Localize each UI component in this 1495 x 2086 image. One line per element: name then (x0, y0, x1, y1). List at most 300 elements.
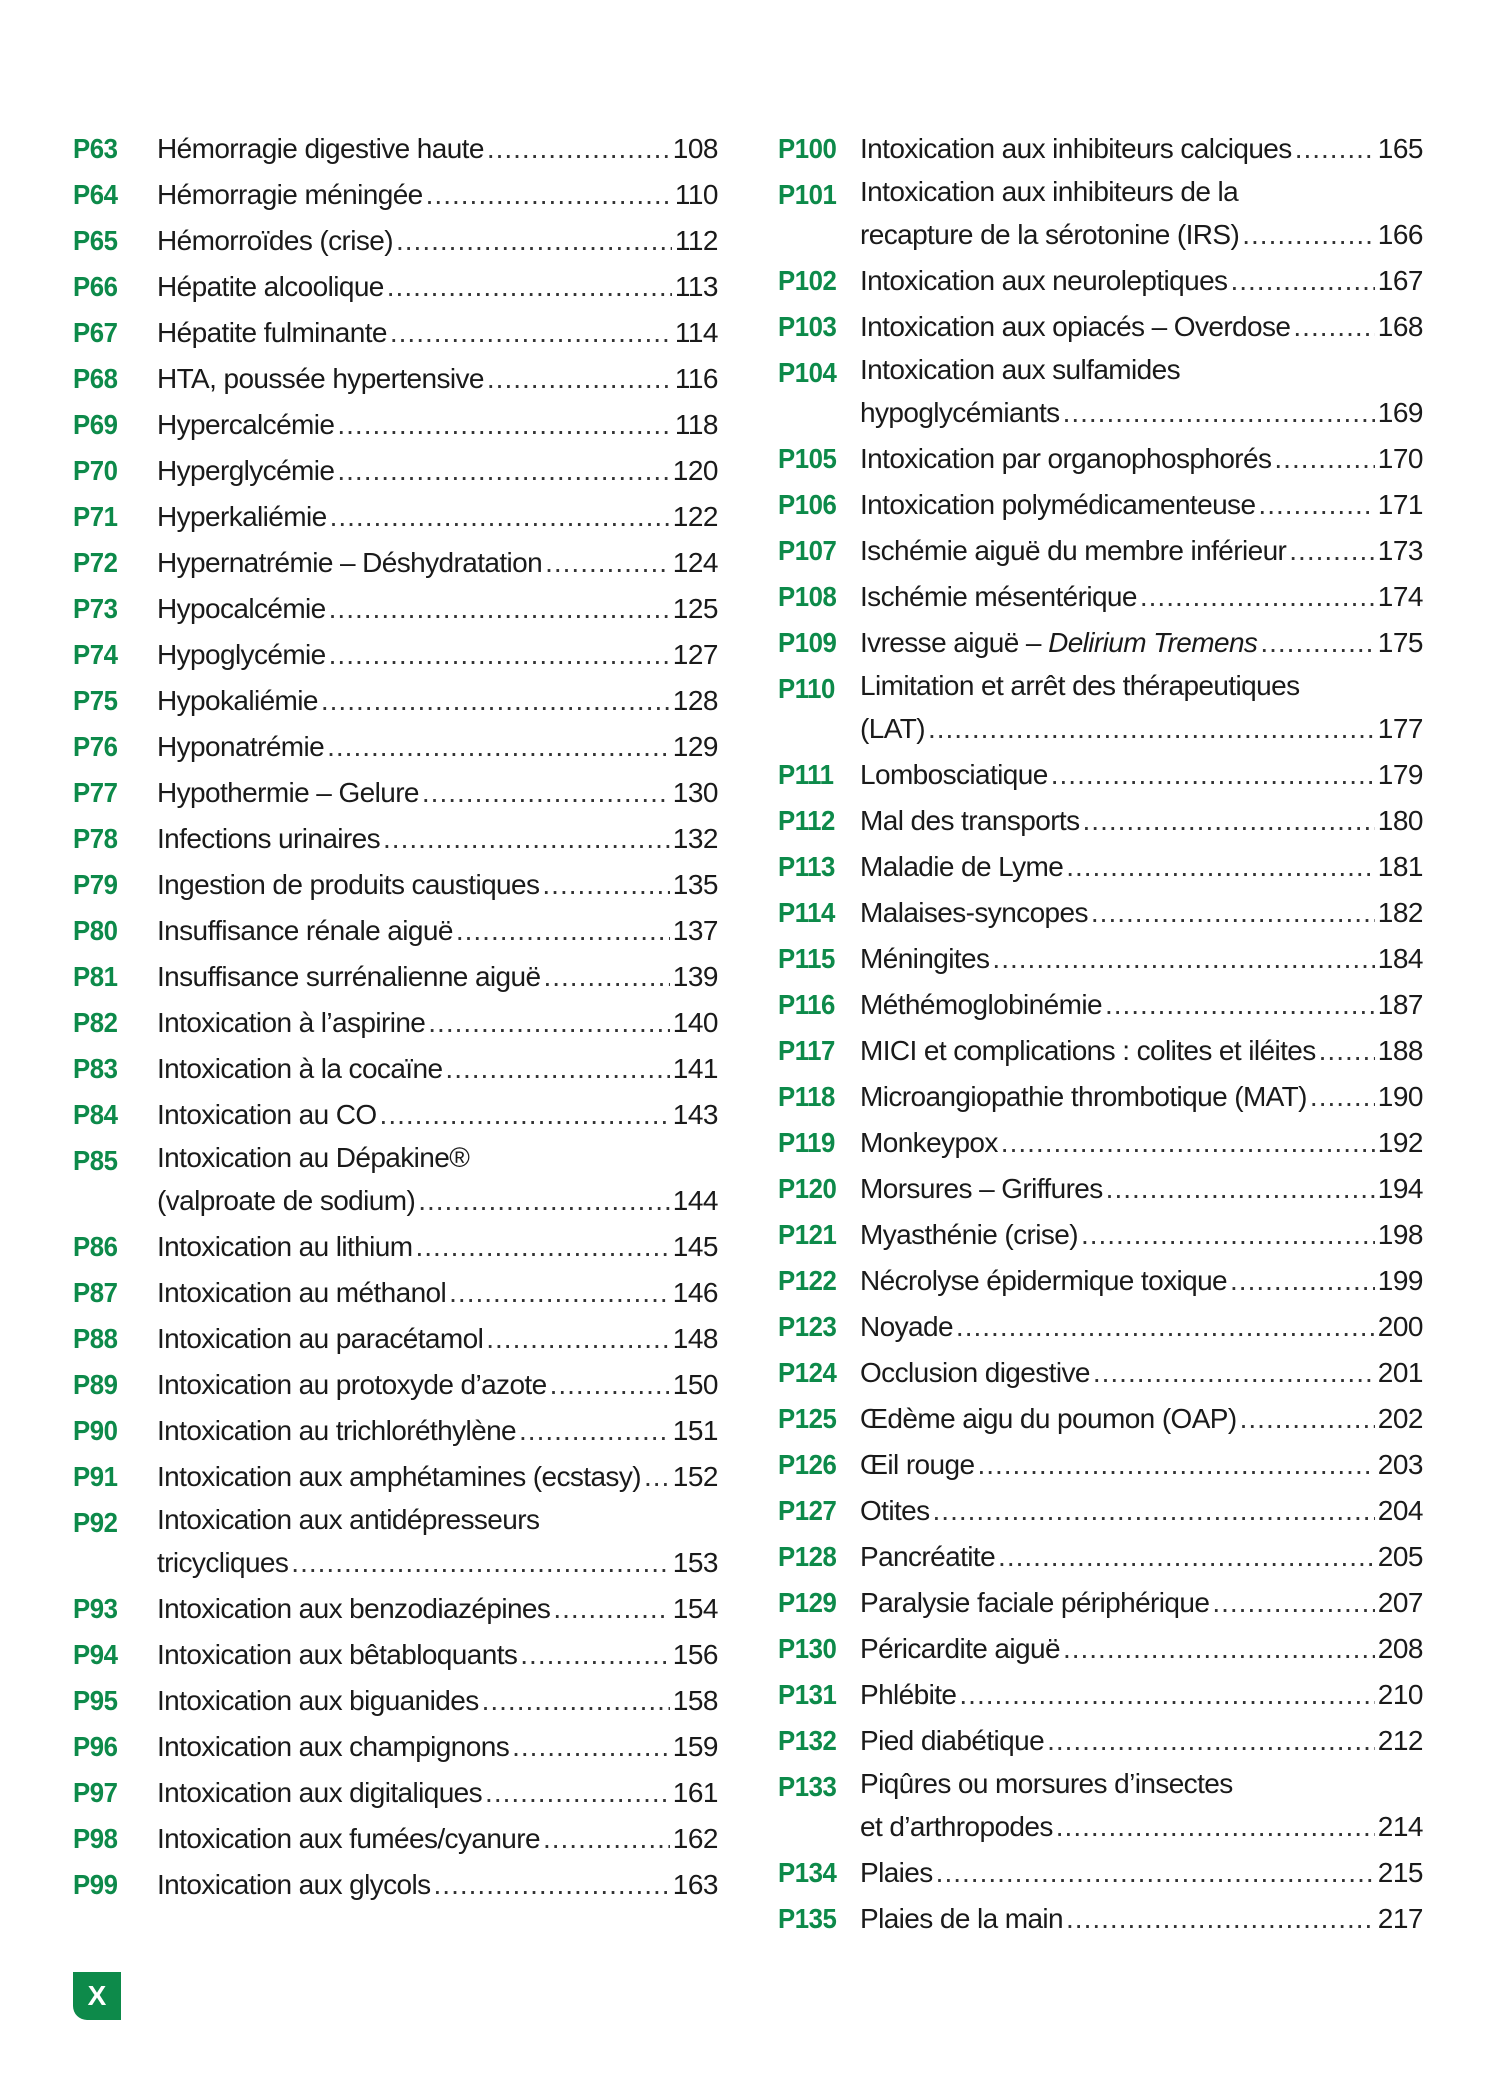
dot-leader (1056, 1804, 1375, 1850)
toc-entry[interactable] (73, 1816, 718, 1862)
entry-code: P101 (778, 179, 837, 210)
toc-entry[interactable] (73, 1632, 718, 1678)
toc-entry[interactable] (778, 1718, 1423, 1764)
toc-entry[interactable] (73, 1000, 718, 1046)
toc-entry[interactable] (778, 528, 1423, 574)
entry-page-number: 201 (1377, 1357, 1423, 1388)
dot-leader (487, 126, 670, 172)
dot-leader (449, 1270, 670, 1316)
toc-entry[interactable] (73, 448, 718, 494)
entry-page-number: 140 (672, 1007, 718, 1038)
entry-title: Hypercalcémie (157, 409, 335, 440)
entry-body (860, 1896, 1423, 1942)
entry-page-number: 198 (1377, 1219, 1423, 1250)
toc-entry[interactable] (73, 1408, 718, 1454)
toc-entry[interactable] (778, 666, 1423, 752)
entry-title: Infections urinaires (157, 823, 381, 854)
toc-entry[interactable] (73, 494, 718, 540)
toc-entry[interactable] (778, 1534, 1423, 1580)
entry-code: P117 (778, 1035, 835, 1066)
entry-code: P124 (778, 1357, 837, 1388)
toc-entry[interactable] (778, 982, 1423, 1028)
entry-title: Intoxication au paracétamol (157, 1323, 484, 1354)
entry-body (157, 1362, 718, 1408)
entry-body (157, 908, 718, 954)
entry-code: P89 (73, 1369, 118, 1400)
entry-title: Morsures – Griffures (860, 1173, 1103, 1204)
entry-title: hypoglycémiants (860, 397, 1060, 428)
entry-code: P77 (73, 777, 118, 808)
entry-title: Intoxication aux neuroleptiques (860, 265, 1228, 296)
entry-page-number: 116 (674, 363, 718, 394)
toc-entry[interactable] (73, 1724, 718, 1770)
entry-page-number: 129 (672, 731, 718, 762)
entry-title: Insuffisance surrénalienne aiguë (157, 961, 541, 992)
entry-code: P91 (73, 1461, 118, 1492)
entry-page-number: 148 (672, 1323, 718, 1354)
entry-body (157, 1500, 718, 1586)
entry-code: P116 (778, 989, 835, 1020)
entry-page-number: 181 (1377, 851, 1423, 882)
entry-body (860, 1488, 1423, 1534)
entry-body (860, 1120, 1423, 1166)
dot-leader (1047, 1718, 1375, 1764)
toc-entry[interactable] (778, 1166, 1423, 1212)
dot-leader (456, 908, 670, 954)
page-folio: X (73, 1972, 121, 2020)
dot-leader (1083, 798, 1375, 844)
toc-entry[interactable] (73, 724, 718, 770)
entry-code: P118 (778, 1081, 835, 1112)
entry-title: Œdème aigu du poumon (OAP) (860, 1403, 1237, 1434)
toc-entry[interactable] (778, 1258, 1423, 1304)
entry-body (860, 1212, 1423, 1258)
entry-body (157, 1724, 718, 1770)
entry-title: Ischémie aiguë du membre inférieur (860, 535, 1287, 566)
entry-page-number: 175 (1377, 627, 1423, 658)
dot-leader (1242, 212, 1375, 258)
entry-code: P115 (778, 943, 835, 974)
entry-code: P94 (73, 1639, 118, 1670)
toc-entry[interactable] (778, 1304, 1423, 1350)
entry-page-number: 127 (672, 639, 718, 670)
toc-right-column (778, 126, 1423, 1942)
entry-body (860, 844, 1423, 890)
entry-page-number: 179 (1377, 759, 1423, 790)
entry-body (860, 574, 1423, 620)
entry-body (860, 436, 1423, 482)
toc-entry[interactable] (73, 954, 718, 1000)
toc-entry[interactable] (73, 1454, 718, 1500)
entry-code: P63 (73, 133, 118, 164)
toc-entry[interactable] (778, 126, 1423, 172)
entry-title: Intoxication aux digitaliques (157, 1777, 483, 1808)
toc-entry[interactable] (778, 936, 1423, 982)
toc-entry[interactable] (73, 218, 718, 264)
dot-leader (644, 1454, 670, 1500)
entry-body (860, 1074, 1423, 1120)
entry-code: P129 (778, 1587, 837, 1618)
entry-body (860, 1534, 1423, 1580)
entry-page-number: 143 (672, 1099, 718, 1130)
dot-leader (291, 1540, 669, 1586)
entry-page-number: 156 (672, 1639, 718, 1670)
entry-code: P74 (73, 639, 118, 670)
dot-leader (1258, 482, 1374, 528)
dot-leader (977, 1442, 1374, 1488)
toc-entry[interactable] (778, 350, 1423, 436)
entry-code: P106 (778, 489, 837, 520)
entry-body (860, 890, 1423, 936)
entry-title: Intoxication au CO (157, 1099, 377, 1130)
toc-entry[interactable] (778, 1120, 1423, 1166)
entry-code: P93 (73, 1593, 118, 1624)
dot-leader (959, 1672, 1374, 1718)
dot-leader (543, 1816, 670, 1862)
dot-leader (1274, 436, 1374, 482)
entry-title: Intoxication aux opiacés – Overdose (860, 311, 1291, 342)
entry-page-number: 110 (674, 179, 718, 210)
entry-page-number: 139 (672, 961, 718, 992)
toc-entry[interactable] (778, 1396, 1423, 1442)
toc-entry[interactable] (778, 1028, 1423, 1074)
dot-leader (520, 1632, 670, 1678)
toc-entry[interactable] (778, 482, 1423, 528)
toc-entry[interactable] (778, 574, 1423, 620)
entry-body (860, 798, 1423, 844)
entry-code: P112 (778, 805, 835, 836)
entry-title: Myasthénie (crise) (860, 1219, 1078, 1250)
entry-page-number: 135 (672, 869, 718, 900)
entry-title: Intoxication aux biguanides (157, 1685, 479, 1716)
entry-code: P72 (73, 547, 118, 578)
toc-entry[interactable] (73, 1092, 718, 1138)
entry-code: P66 (73, 271, 118, 302)
entry-code: P92 (73, 1507, 118, 1538)
entry-page-number: 137 (672, 915, 718, 946)
toc-entry[interactable] (778, 1442, 1423, 1488)
dot-leader (1091, 890, 1375, 936)
toc-entry[interactable] (778, 890, 1423, 936)
dot-leader (1106, 1166, 1375, 1212)
entry-code: P83 (73, 1053, 118, 1084)
entry-title: Paralysie faciale périphérique (860, 1587, 1210, 1618)
entry-page-number: 174 (1377, 581, 1423, 612)
entry-page-number: 108 (672, 133, 718, 164)
entry-code: P99 (73, 1869, 118, 1900)
entry-body (860, 126, 1423, 172)
dot-leader (928, 706, 1375, 752)
entry-title: Méningites (860, 943, 990, 974)
entry-page-number: 144 (672, 1185, 718, 1216)
entry-title: Plaies (860, 1857, 933, 1888)
toc-entry[interactable] (778, 1896, 1423, 1942)
toc-entry[interactable] (73, 264, 718, 310)
toc-entry[interactable] (73, 1500, 718, 1586)
entry-body (157, 1586, 718, 1632)
entry-code: P113 (778, 851, 835, 882)
entry-body (860, 1626, 1423, 1672)
entry-title: Intoxication aux bêtabloquants (157, 1639, 518, 1670)
toc-entry[interactable] (73, 770, 718, 816)
entry-title: MICI et complications : colites et iléites (860, 1035, 1316, 1066)
entry-title: HTA, poussée hypertensive (157, 363, 484, 394)
entry-page-number: 205 (1377, 1541, 1423, 1572)
toc-entry[interactable] (778, 844, 1423, 890)
entry-page-number: 192 (1377, 1127, 1423, 1158)
dot-leader (330, 494, 670, 540)
toc-entry[interactable] (778, 1580, 1423, 1626)
entry-code: P84 (73, 1099, 118, 1130)
entry-body (157, 1632, 718, 1678)
entry-title: Hyperglycémie (157, 455, 335, 486)
toc-entry[interactable] (73, 1138, 718, 1224)
entry-body (157, 494, 718, 540)
toc-entry[interactable] (73, 632, 718, 678)
toc-entry[interactable] (778, 1626, 1423, 1672)
entry-page-number: 158 (672, 1685, 718, 1716)
toc-entry[interactable] (73, 1362, 718, 1408)
entry-code: P122 (778, 1265, 837, 1296)
entry-title: Hémorragie digestive haute (157, 133, 484, 164)
entry-page-number: 204 (1377, 1495, 1423, 1526)
entry-title: Otites (860, 1495, 930, 1526)
entry-code: P102 (778, 265, 837, 296)
entry-code: P73 (73, 593, 118, 624)
entry-title: Maladie de Lyme (860, 851, 1064, 882)
entry-code: P126 (778, 1449, 837, 1480)
dot-leader (327, 724, 670, 770)
toc-entry[interactable] (73, 1770, 718, 1816)
toc-entry[interactable] (73, 816, 718, 862)
dot-leader (485, 1770, 670, 1816)
entry-title: Hypoglycémie (157, 639, 326, 670)
dot-leader (486, 1316, 670, 1362)
entry-title: et d’arthropodes (860, 1811, 1053, 1842)
entry-title: Monkeypox (860, 1127, 998, 1158)
entry-code: P127 (778, 1495, 837, 1526)
entry-title: Ivresse aiguë – Delirium Tremens (860, 627, 1258, 658)
entry-title: Hypothermie – Gelure (157, 777, 419, 808)
toc-entry[interactable] (73, 172, 718, 218)
entry-page-number: 214 (1377, 1811, 1423, 1842)
entry-body (860, 350, 1423, 436)
entry-page-number: 122 (672, 501, 718, 532)
entry-page-number: 152 (672, 1461, 718, 1492)
dot-leader (1293, 304, 1374, 350)
entry-page-number: 173 (1377, 535, 1423, 566)
entry-body (860, 1764, 1423, 1850)
entry-body (860, 1718, 1423, 1764)
entry-code: P87 (73, 1277, 118, 1308)
dot-leader (550, 1362, 670, 1408)
dot-leader (383, 816, 670, 862)
entry-page-number: 159 (672, 1731, 718, 1762)
entry-page-number: 177 (1377, 713, 1423, 744)
entry-code: P95 (73, 1685, 118, 1716)
dot-leader (415, 1224, 669, 1270)
entry-code: P70 (73, 455, 118, 486)
entry-title: Intoxication aux champignons (157, 1731, 510, 1762)
entry-body (860, 752, 1423, 798)
entry-page-number: 199 (1377, 1265, 1423, 1296)
toc-entry[interactable] (73, 1862, 718, 1908)
entry-page-number: 212 (1377, 1725, 1423, 1756)
toc-entry[interactable] (778, 1764, 1423, 1850)
entry-body (157, 954, 718, 1000)
toc-entry[interactable] (778, 1350, 1423, 1396)
entry-title: Occlusion digestive (860, 1357, 1090, 1388)
toc-entry[interactable] (73, 356, 718, 402)
entry-code: P90 (73, 1415, 118, 1446)
entry-body (860, 1580, 1423, 1626)
dot-leader (1260, 620, 1374, 666)
toc-entry[interactable] (778, 798, 1423, 844)
entry-title: Lombosciatique (860, 759, 1048, 790)
toc-entry[interactable] (73, 310, 718, 356)
entry-body (157, 1224, 718, 1270)
entry-body (157, 126, 718, 172)
dot-leader (380, 1092, 670, 1138)
entry-code: P105 (778, 443, 837, 474)
dot-leader (1230, 258, 1374, 304)
entry-body (860, 528, 1423, 574)
entry-title: Pied diabétique (860, 1725, 1045, 1756)
entry-page-number: 128 (672, 685, 718, 716)
toc-entry[interactable] (73, 1270, 718, 1316)
entry-title: Intoxication au méthanol (157, 1277, 447, 1308)
entry-title: Hémorragie méningée (157, 179, 423, 210)
toc-entry[interactable] (778, 620, 1423, 666)
entry-page-number: 207 (1377, 1587, 1423, 1618)
entry-title-line: Intoxication aux sulfamides (860, 354, 1180, 385)
toc-entry[interactable] (73, 1586, 718, 1632)
entry-page-number: 170 (1377, 443, 1423, 474)
dot-leader (428, 1000, 670, 1046)
entry-code: P134 (778, 1857, 837, 1888)
entry-title: Intoxication par organophosphorés (860, 443, 1272, 474)
entry-code: P100 (778, 133, 837, 164)
entry-code: P120 (778, 1173, 837, 1204)
entry-page-number: 118 (674, 409, 718, 440)
entry-page-number: 153 (672, 1547, 718, 1578)
entry-title-line: Intoxication aux inhibiteurs de la (860, 176, 1239, 207)
entry-page-number: 194 (1377, 1173, 1423, 1204)
entry-code: P109 (778, 627, 837, 658)
entry-code: P125 (778, 1403, 837, 1434)
toc-entry[interactable] (778, 436, 1423, 482)
entry-code: P82 (73, 1007, 118, 1038)
entry-page-number: 130 (672, 777, 718, 808)
toc-entry[interactable] (73, 126, 718, 172)
entry-code: P135 (778, 1903, 837, 1934)
entry-code: P85 (73, 1145, 118, 1176)
dot-leader (933, 1488, 1375, 1534)
entry-body (860, 1304, 1423, 1350)
toc-entry[interactable] (778, 1850, 1423, 1896)
dot-leader (542, 862, 669, 908)
toc-entry[interactable] (73, 540, 718, 586)
entry-page-number: 141 (672, 1053, 718, 1084)
entry-body (860, 1672, 1423, 1718)
entry-code: P79 (73, 869, 118, 900)
entry-page-number: 114 (674, 317, 718, 348)
entry-title: Mal des transports (860, 805, 1080, 836)
entry-code: P128 (778, 1541, 837, 1572)
dot-leader (1140, 574, 1375, 620)
toc-entry[interactable] (73, 1046, 718, 1092)
entry-page-number: 202 (1377, 1403, 1423, 1434)
entry-code: P78 (73, 823, 118, 854)
entry-code: P75 (73, 685, 118, 716)
entry-code: P131 (778, 1679, 837, 1710)
toc-entry[interactable] (73, 908, 718, 954)
toc-entry[interactable] (73, 1316, 718, 1362)
entry-body (157, 1678, 718, 1724)
entry-page-number: 203 (1377, 1449, 1423, 1480)
dot-leader (445, 1046, 669, 1092)
entry-page-number: 182 (1377, 897, 1423, 928)
entry-body (157, 448, 718, 494)
entry-code: P86 (73, 1231, 118, 1262)
toc-entry[interactable] (778, 172, 1423, 258)
entry-page-number: 146 (672, 1277, 718, 1308)
entry-title: Hypernatrémie – Déshydratation (157, 547, 543, 578)
entry-code: P119 (778, 1127, 835, 1158)
toc-entry[interactable] (778, 1212, 1423, 1258)
entry-body (157, 540, 718, 586)
entry-body (860, 172, 1423, 258)
entry-body (860, 1350, 1423, 1396)
toc-entry[interactable] (778, 1672, 1423, 1718)
entry-body (860, 1028, 1423, 1074)
toc-entry[interactable] (73, 1678, 718, 1724)
toc-entry[interactable] (73, 678, 718, 724)
entry-page-number: 210 (1377, 1679, 1423, 1710)
entry-page-number: 145 (672, 1231, 718, 1262)
entry-title: Plaies de la main (860, 1903, 1064, 1934)
dot-leader (1212, 1580, 1374, 1626)
toc-entry[interactable] (73, 862, 718, 908)
toc-entry[interactable] (778, 258, 1423, 304)
entry-body (157, 586, 718, 632)
entry-code: P114 (778, 897, 835, 928)
dot-leader (1066, 844, 1375, 890)
entry-body (157, 264, 718, 310)
toc-entry[interactable] (73, 402, 718, 448)
entry-code: P71 (73, 501, 118, 532)
entry-page-number: 169 (1377, 397, 1423, 428)
entry-page-number: 163 (672, 1869, 718, 1900)
toc-entry[interactable] (778, 752, 1423, 798)
entry-body (860, 258, 1423, 304)
dot-leader (422, 770, 670, 816)
entry-title: Hypocalcémie (157, 593, 326, 624)
toc-entry[interactable] (778, 304, 1423, 350)
dot-leader (1230, 1258, 1375, 1304)
entry-title: Insuffisance rénale aiguë (157, 915, 453, 946)
entry-body (860, 1258, 1423, 1304)
entry-body (157, 1000, 718, 1046)
toc-entry[interactable] (73, 1224, 718, 1270)
entry-page-number: 190 (1377, 1081, 1423, 1112)
dot-leader (426, 172, 672, 218)
toc-entry[interactable] (778, 1488, 1423, 1534)
entry-body (157, 770, 718, 816)
toc-entry[interactable] (73, 586, 718, 632)
toc-entry[interactable] (778, 1074, 1423, 1120)
entry-page-number: 120 (672, 455, 718, 486)
